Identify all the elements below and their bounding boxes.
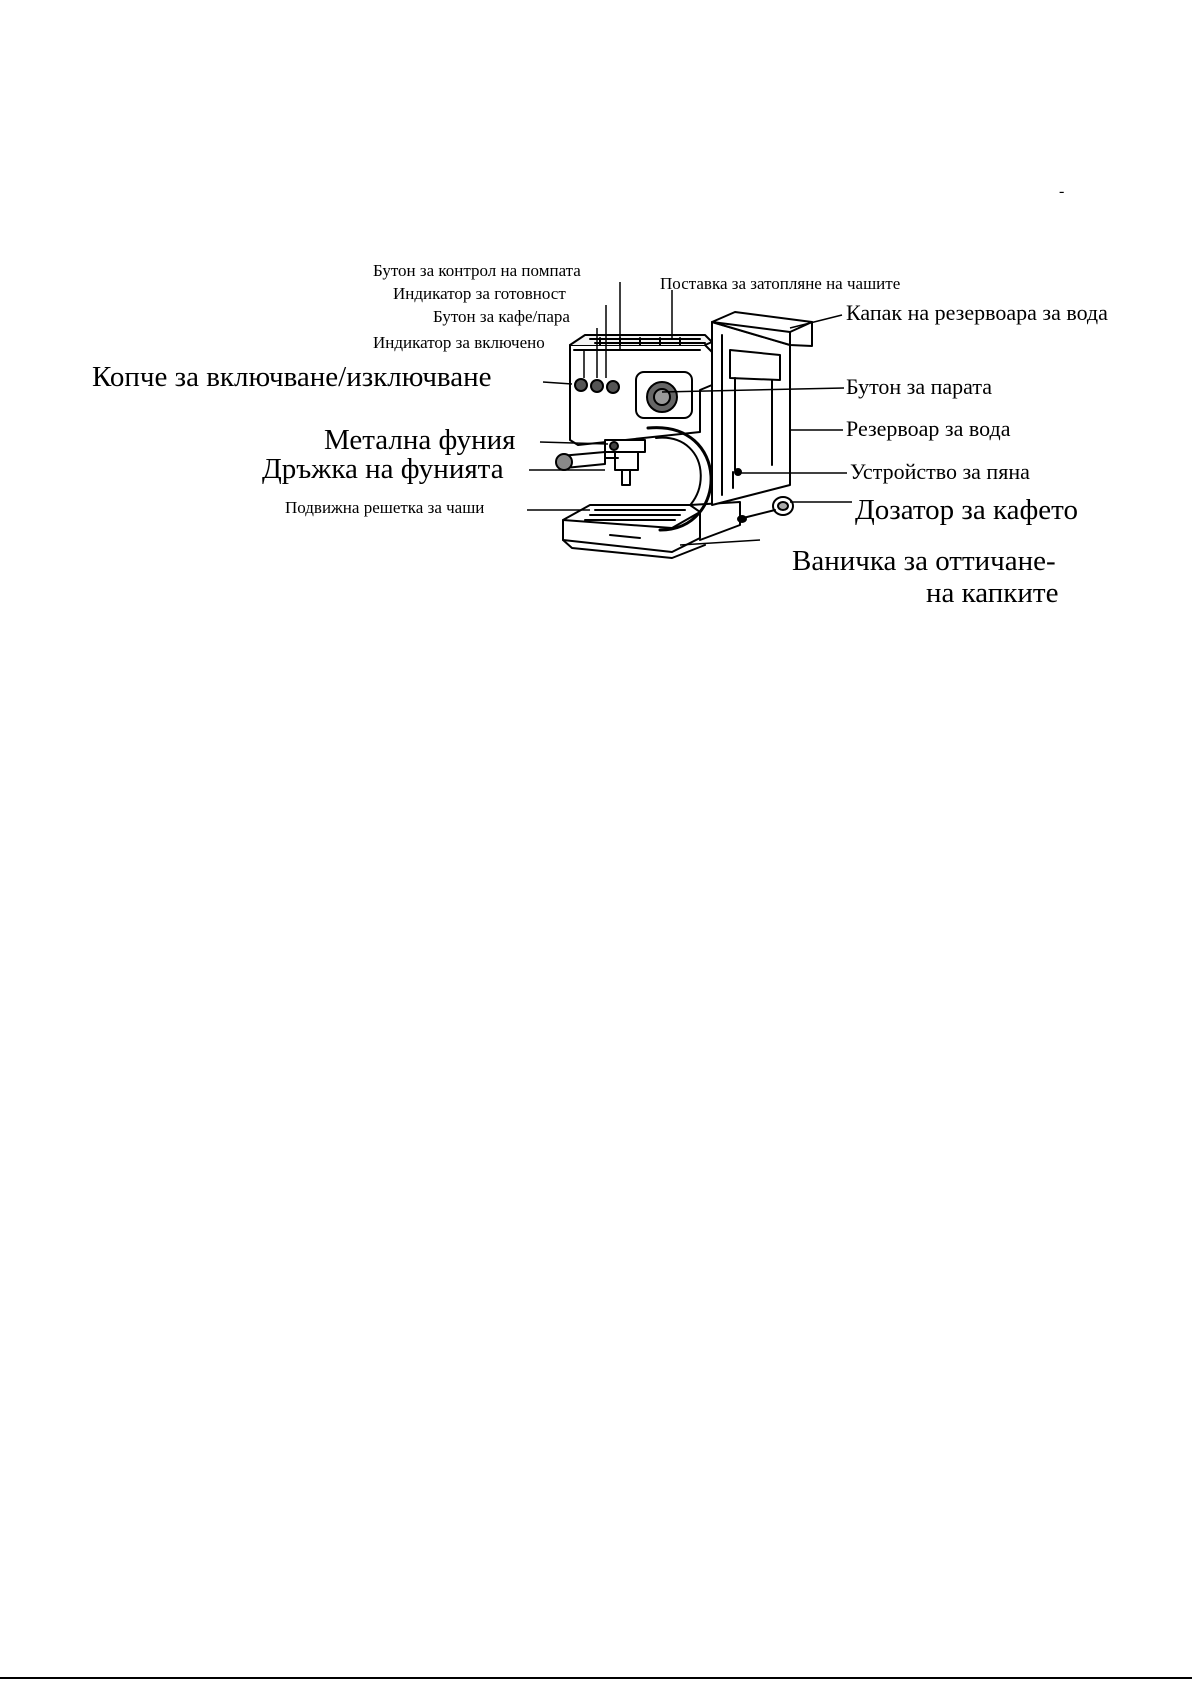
label-cup-grid: Подвижна решетка за чаши: [285, 498, 485, 517]
coffee-scoop-drawing: [738, 497, 793, 522]
label-pump-button: Бутон за контрол на помпата: [373, 261, 581, 280]
group-head-funnel: [605, 440, 645, 485]
label-on-off-switch: Копче за включване/изключване: [92, 361, 492, 393]
label-coffee-steam-button: Бутон за кафе/пара: [433, 307, 570, 326]
funnel-handle-drawing: [556, 452, 618, 470]
rear-base: [690, 502, 740, 540]
stray-dash-mark: -: [1059, 183, 1065, 200]
label-drip-tray-line1: Ваничка за оттичане-: [792, 545, 1056, 577]
label-drip-tray-line2: на капките: [926, 577, 1059, 609]
label-metal-funnel: Метална фуния: [324, 424, 516, 456]
control-buttons: [575, 379, 619, 393]
label-power-indicator: Индикатор за включено: [373, 333, 545, 352]
label-ready-indicator: Индикатор за готовност: [393, 284, 566, 303]
label-frother: Устройство за пяна: [850, 459, 1030, 484]
label-water-tank: Резервоар за вода: [846, 416, 1011, 441]
label-tank-lid: Капак на резервоара за вода: [846, 300, 1108, 325]
steam-knob-panel: [636, 372, 692, 418]
label-coffee-scoop: Дозатор за кафето: [855, 494, 1078, 526]
footer-rule: [0, 1677, 1192, 1679]
label-steam-knob: Бутон за парата: [846, 374, 993, 399]
drip-tray-base: [563, 505, 705, 558]
cup-warmer-plate: [570, 335, 712, 345]
label-funnel-handle: Дръжка на фунията: [262, 453, 504, 485]
label-cup-warmer: Поставка за затопляне на чашите: [660, 274, 901, 293]
water-tank-drawing: [712, 322, 790, 505]
